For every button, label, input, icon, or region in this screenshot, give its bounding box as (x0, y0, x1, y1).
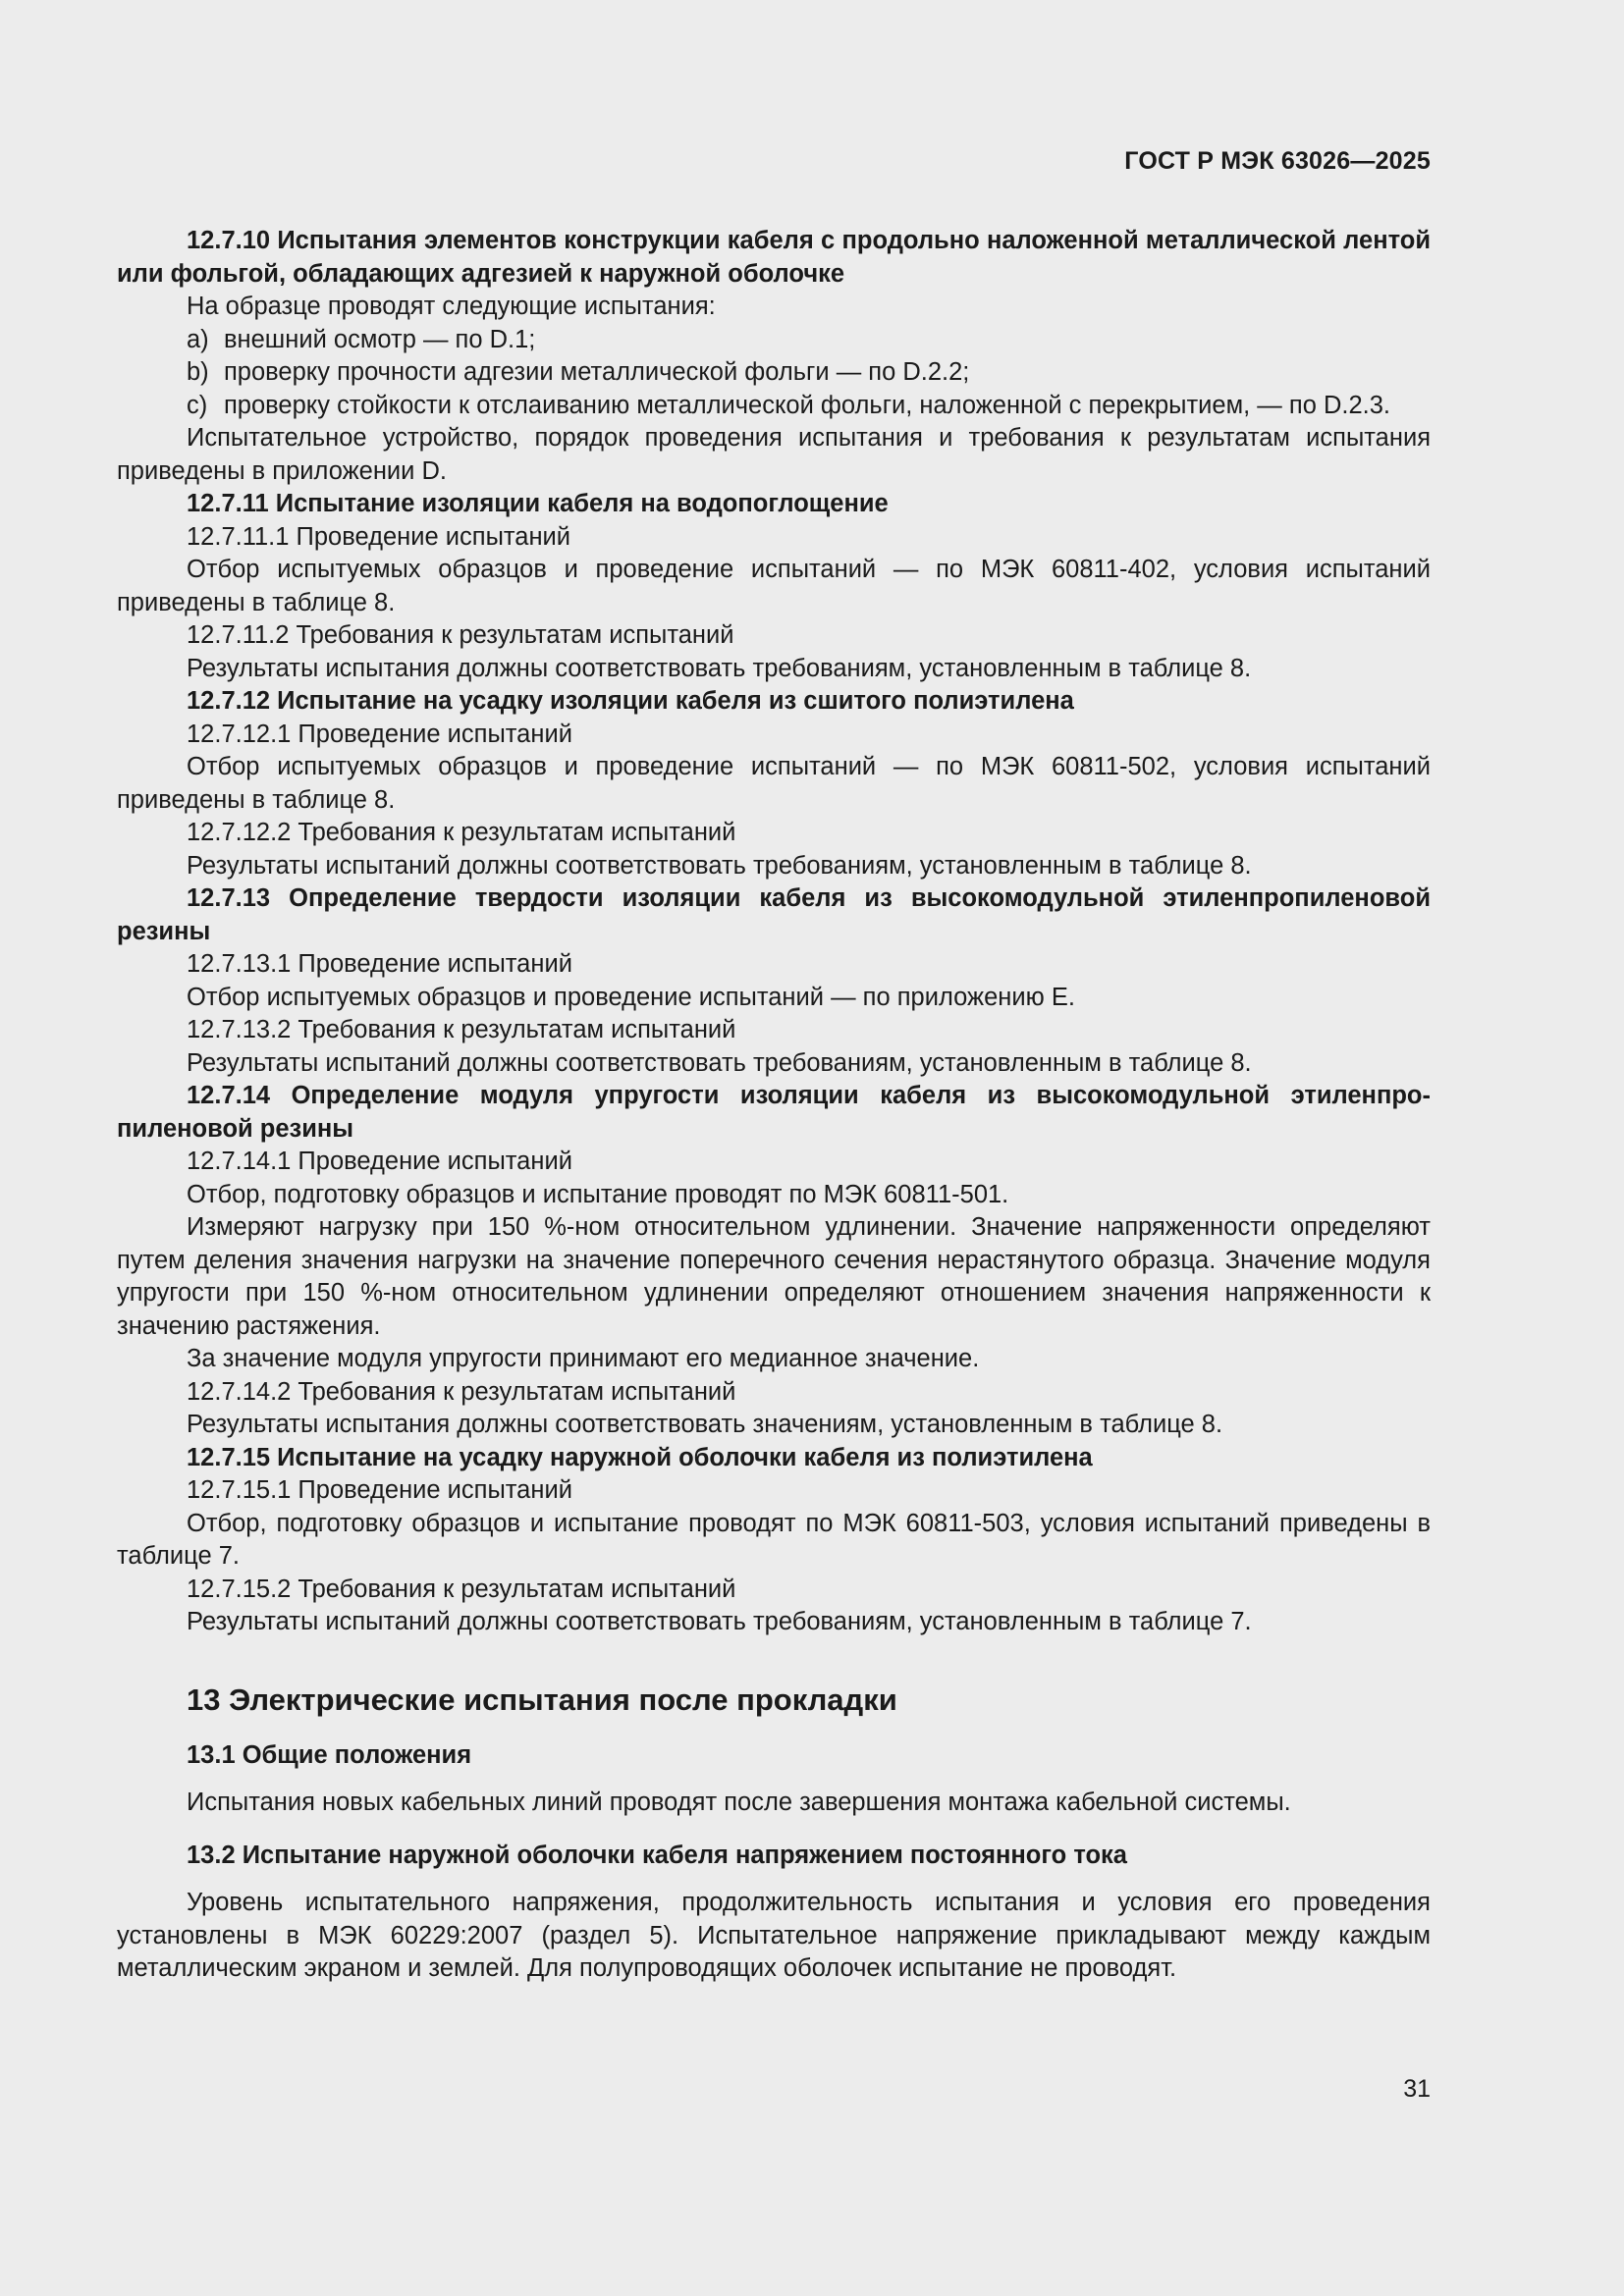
list-marker-c: c) (187, 391, 208, 419)
clause-12-7-15-1-heading: 12.7.15.1 Проведение испытаний (187, 1476, 572, 1504)
list-item-c (117, 390, 1431, 423)
clause-12-7-11-1-text: Отбор испытуемых образцов и проведение испытаний — по МЭК 60811-402, условия испытаний приведены в таблице 8. (117, 556, 1431, 616)
list-marker-b: b) (187, 358, 209, 386)
clause-12-7-11-2-heading: 12.7.11.2 Требования к результатам испытаний (187, 621, 734, 649)
clause-12-7-15-2-heading: 12.7.15.2 Требования к результатам испытаний (187, 1575, 736, 1603)
page-number: 31 (1403, 2075, 1431, 2103)
clause-12-7-14-1-measurement: Измеряют нагрузку при 150 %-ном относительном удлинении. Значение напряженности определяют путем деления значения нагрузки на значение поперечного сечения нерастянутого образца. Значение модуля упругости при 150 %-ном относительном удлинении определяют отношением значения напряженности к значению растяжения. (117, 1213, 1431, 1340)
clause-12-7-12-1-heading: 12.7.12.1 Проведение испытаний (187, 720, 572, 748)
list-item-b-text: проверку прочности адгезии металлической фольги — по D.2.2; (224, 358, 970, 386)
clause-13-2-heading: 13.2 Испытание наружной оболочки кабеля напряжением постоянного тока (187, 1841, 1127, 1869)
document-body (117, 225, 1431, 1986)
clause-12-7-14-1-median: За значение модуля упругости принимают его медианное значение. (187, 1345, 980, 1372)
list-item-a (117, 324, 1431, 357)
clause-12-7-13-1-heading: 12.7.13.1 Проведение испытаний (187, 950, 572, 978)
list-marker-a: a) (187, 325, 209, 353)
clause-12-7-12-heading: 12.7.12 Испытание на усадку изоляции кабеля из сшитого полиэтилена (187, 687, 1074, 715)
list-item-c-text: проверку стойкости к отслаиванию металлической фольги, наложенной с перекрытием, — по D.2.3. (224, 391, 1391, 419)
clause-12-7-15-2-text: Результаты испытаний должны соответствовать требованиям, установленным в таблице 7. (187, 1608, 1252, 1635)
clause-12-7-14-2-heading: 12.7.14.2 Требования к результатам испытаний (187, 1377, 736, 1406)
document-code-header: ГОСТ Р МЭК 63026—2025 (1124, 147, 1431, 175)
section-13-heading: 13 Электрические испытания после прокладки (187, 1682, 897, 1717)
clause-12-7-15-heading: 12.7.15 Испытание на усадку наружной оболочки кабеля из полиэтилена (187, 1443, 1093, 1471)
clause-12-7-12-1-text: Отбор испытуемых образцов и проведение испытаний — по МЭК 60811-502, условия испытаний приведены в таблице 8. (117, 753, 1431, 814)
clause-12-7-13-1-text: Отбор испытуемых образцов и проведение испытаний — по приложению Е. (187, 983, 1075, 1011)
clause-12-7-11-2-text: Результаты испытания должны соответствовать требованиям, установленным в таблице 8. (187, 654, 1252, 682)
clause-12-7-13-2-heading: 12.7.13.2 Требования к результатам испытаний (187, 1016, 736, 1043)
clause-12-7-11-1-heading: 12.7.11.1 Проведение испытаний (187, 522, 571, 551)
clause-12-7-14-1-text: Отбор, подготовку образцов и испытание проводят по МЭК 60811-501. (187, 1180, 1009, 1208)
clause-12-7-15-1-text: Отбор, подготовку образцов и испытание проводят по МЭК 60811-503, условия испытаний приведены в таблице 7. (117, 1509, 1431, 1570)
clause-12-7-10-heading: 12.7.10 Испытания элементов конструкции кабеля с продольно наложенной металлической лентой или фольгой, обладающих адгезией к наружной оболочке (117, 227, 1431, 288)
list-item-a-text: внешний осмотр — по D.1; (224, 325, 536, 353)
clause-13-2-text: Уровень испытательного напряжения, продолжительность испытания и условия его проведения установлены в МЭК 60229:2007 (раздел 5). Испытательное напряжение прикладывают между каждым металлическим экраном и землей. Для полупроводящих оболочек испытание не проводят. (117, 1889, 1431, 1982)
clause-12-7-14-1-heading: 12.7.14.1 Проведение испытаний (187, 1148, 572, 1175)
clause-12-7-14-heading: 12.7.14 Определение модуля упругости изоляции кабеля из высокомодульной этиленпропиленовой резины (117, 1082, 1431, 1143)
list-item-b (117, 356, 1431, 390)
clause-12-7-13-2-text: Результаты испытаний должны соответствовать требованиям, установленным в таблице 8. (187, 1048, 1252, 1077)
clause-12-7-10-intro: На образце проводят следующие испытания: (187, 293, 716, 320)
clause-12-7-10-reference: Испытательное устройство, порядок проведения испытания и требования к результатам испытания приведены в приложении D. (117, 424, 1431, 485)
clause-13-1-heading: 13.1 Общие положения (187, 1740, 472, 1769)
clause-12-7-12-2-text: Результаты испытаний должны соответствовать требованиям, установленным в таблице 8. (187, 851, 1252, 880)
clause-12-7-13-heading: 12.7.13 Определение твердости изоляции кабеля из высокомодульной этиленпропиленовой резины (117, 884, 1431, 945)
clause-12-7-14-2-text: Результаты испытания должны соответствовать значениям, установленным в таблице 8. (187, 1411, 1223, 1438)
clause-12-7-11-heading: 12.7.11 Испытание изоляции кабеля на водопоглощение (187, 490, 889, 517)
clause-13-1-text: Испытания новых кабельных линий проводят после завершения монтажа кабельной системы. (187, 1789, 1291, 1816)
clause-12-7-12-2-heading: 12.7.12.2 Требования к результатам испытаний (187, 819, 736, 846)
